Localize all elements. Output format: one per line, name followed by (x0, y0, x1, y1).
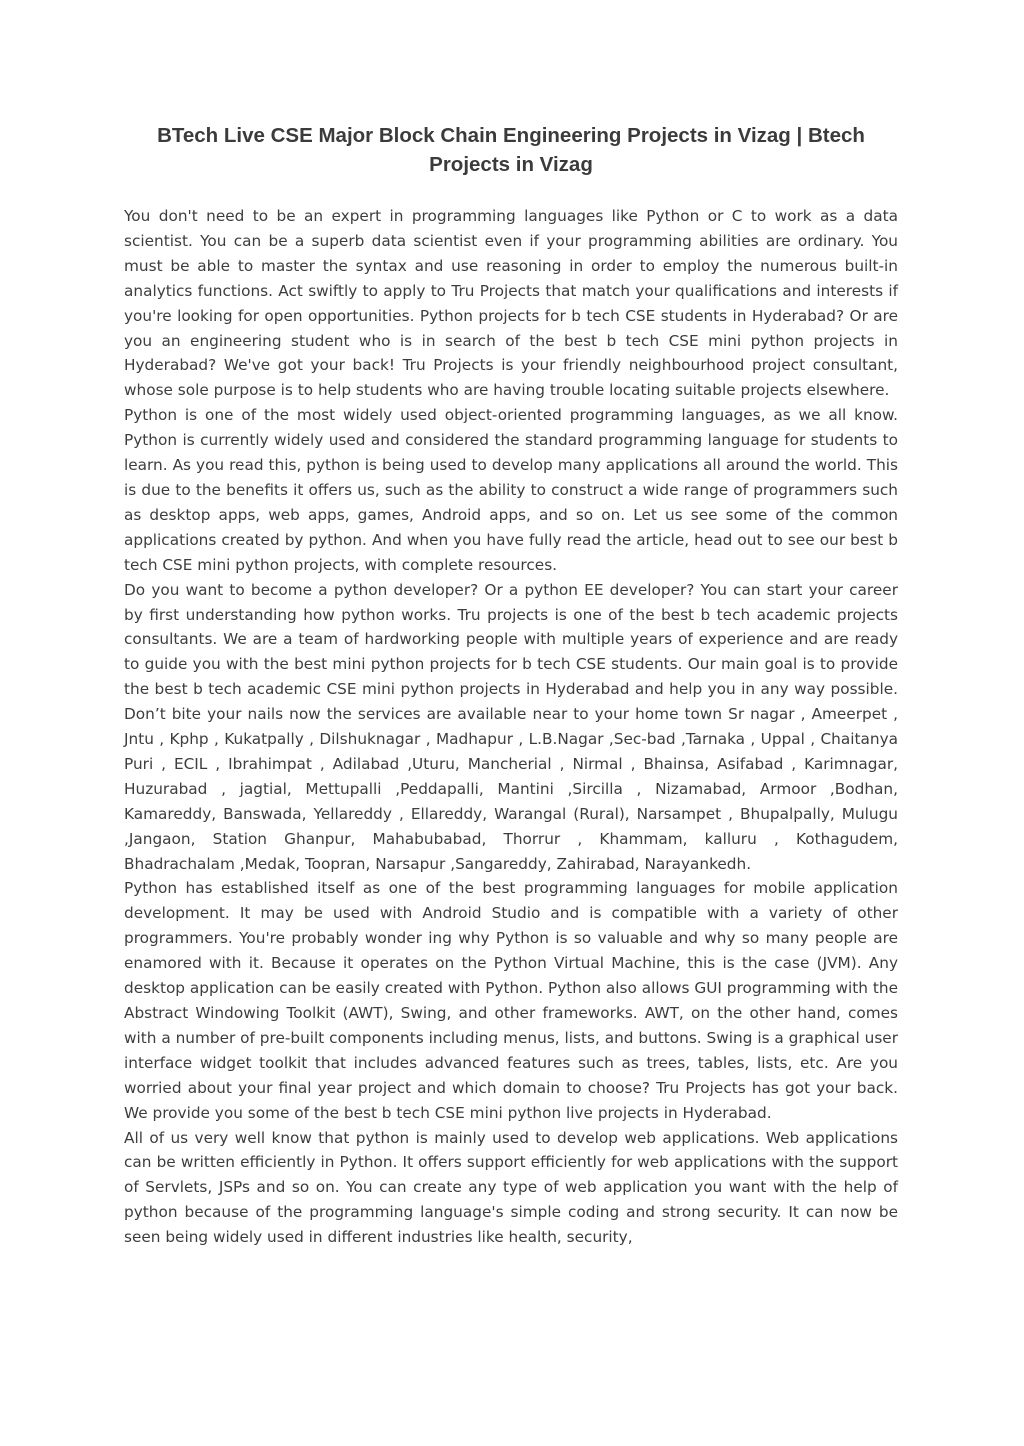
paragraph-mobile-desktop: Python has established itself as one of the best programming languages for mobile application development. It may be used with Android Studio and is compatible with a variety of other programmers. You're probably wonder ing why Python is so valuable and why so many people are enamored with it. Because it operates on the Python Virtual Machine, this is the case (JVM). Any desktop application can be easily created with Python. Python also allows GUI programming with the Abstract Windowing Toolkit (AWT), Swing, and other frameworks. AWT, on the other hand, comes with a number of pre-built components including menus, lists, and buttons. Swing is a graphical user interface widget toolkit that includes advanced features such as trees, tables, lists, etc. Are you worried about your final year project and which domain to choose? Tru Projects has got your back. We provide you some of the best b tech CSE mini python live projects in Hyderabad. (124, 879, 898, 1122)
paragraph-intro: You don't need to be an expert in programming languages like Python or C to work as a data scientist. You can be a superb data scientist even if your programming abilities are ordinary. You must be able to master the syntax and use reasoning in order to employ the numerous built-in analytics functions. Act swiftly to apply to Tru Projects that match your qualifications and interests if you're looking for open opportunities. Python projects for b tech CSE students in Hyderabad? Or are you an engineering student who is in search of the best b tech CSE mini python projects in Hyderabad? We've got your back! Tru Projects is your friendly neighbourhood project consultant, whose sole purpose is to help students who are having trouble locating suitable projects elsewhere. (124, 207, 898, 400)
paragraph-web-applications: All of us very well know that python is mainly used to develop web applications. Web applications can be written efficiently in Python. It offers support efficiently for web applications with the support of Servlets, JSPs and so on. You can create any type of web application you want with the help of python because of the programming language's simple coding and strong security. It can now be seen being widely used in different industries like health, security, (124, 1128, 898, 1247)
document-body (124, 204, 898, 1250)
paragraph-python-developer: Do you want to become a python developer? Or a python EE developer? You can start your career by first understanding how python works. Tru projects is one of the best b tech academic projects consultants. We are a team of hardworking people with multiple years of experience and are ready to guide you with the best mini python projects for b tech CSE students. Our main goal is to provide the best b tech academic CSE mini python projects in Hyderabad and help you in any way possible. Don’t bite your nails now the services are available near to your home town Sr nagar , Ameerpet , Jntu , Kphp , Kukatpally , Dilshuknagar , Madhapur , L.B.Nagar ,Sec-bad ,Tarnaka , Uppal , Chaitanya Puri , ECIL , Ibrahimpat , Adilabad ,Uturu, Mancherial , Nirmal , Bhainsa, Asifabad , Karimnagar, Huzurabad , jagtial, Mettupalli ,Peddapalli, Mantini ,Sircilla , Nizamabad, Armoor ,Bodhan, Kamareddy, Banswada, Yellareddy , Ellareddy, Warangal (Rural), Narsampet , Bhupalpally, Mulugu ,Jangaon, Station Ghanpur, Mahabubabad, Thorrur , Khammam, kalluru , Kothagudem, Bhadrachalam ,Medak, Toopran, Narsapur ,Sangareddy, Zahirabad, Narayankedh. (124, 580, 898, 873)
paragraph-python-overview: Python is one of the most widely used object-oriented programming languages, as we all know. Python is currently widely used and considered the standard programming language for students to learn. As you read this, python is being used to develop many applications all around the world. This is due to the benefits it offers us, such as the ability to construct a wide range of programmers such as desktop apps, web apps, games, Android apps, and so on. Let us see some of the common applications created by python. And when you have fully read the article, head out to see our best b tech CSE mini python projects, with complete resources. (124, 406, 898, 574)
page-title: BTech Live CSE Major Block Chain Engineering Projects in Vizag | Btech Projects in Vizag (157, 124, 865, 176)
